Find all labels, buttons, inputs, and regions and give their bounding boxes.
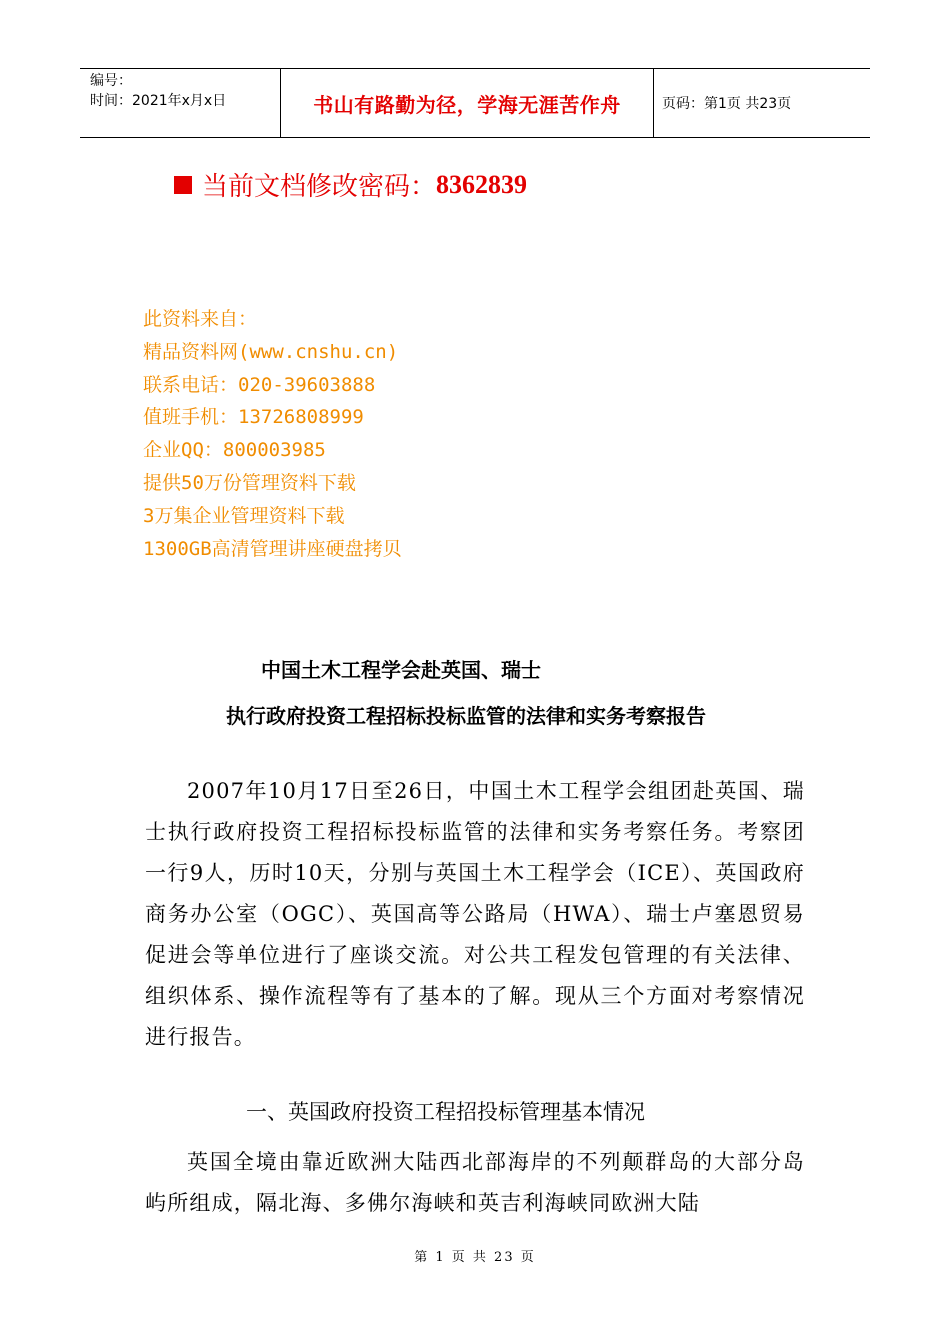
report-title-line1: 中国土木工程学会赴英国、瑞士 (261, 658, 541, 682)
report-title-line2: 执行政府投资工程招标投标监管的法律和实务考察报告 (226, 704, 706, 728)
header-meta-cell (80, 69, 281, 137)
source-line: 精品资料网(www.cnshu.cn) (143, 340, 399, 363)
section-heading: 一、英国政府投资工程招投标管理基本情况 (246, 1100, 645, 1124)
source-line: 联系电话：020-39603888 (143, 373, 376, 396)
source-line: 提供50万份管理资料下载 (143, 471, 356, 494)
paragraph-section1: 英国全境由靠近欧洲大陆西北部海岸的不列颠群岛的大部分岛屿所组成，隔北海、多佛尔海峡和英吉利海峡同欧洲大陆 (145, 1150, 805, 1215)
password-line (174, 166, 527, 203)
page-info: 页码：第1页 共23页 (662, 96, 792, 112)
square-bullet-icon (174, 176, 192, 194)
password-label: 当前文档修改密码： (202, 172, 437, 202)
source-line: 此资料来自： (143, 308, 258, 330)
time-label: 时间：2021年x月x日 (90, 93, 227, 109)
source-info-block (143, 303, 402, 565)
header-motto-cell (281, 69, 654, 137)
header-page-cell (654, 69, 870, 137)
page-footer: 第 1 页 共 23 页 (414, 1250, 536, 1265)
password-code: 8362839 (436, 169, 528, 199)
source-line: 企业QQ：800003985 (143, 439, 326, 462)
paragraph-intro: 2007年10月17日至26日，中国土木工程学会组团赴英国、瑞士执行政府投资工程招标投标监管的法律和实务考察任务。考察团一行9人，历时10天，分别与英国土木工程学会（ICE）、英国政府商务办公室（OGC）、英国高等公路局（HWA）、瑞士卢塞恩贸易促进会等单位进行了座谈交流。对公共工程发包管理的有关法律、组织体系、操作流程等有了基本的了解。现从三个方面对考察情况进行报告。 (145, 779, 805, 1049)
motto: 书山有路勤为径，学海无涯苦作舟 (313, 92, 621, 117)
source-line: 3万集企业管理资料下载 (143, 504, 345, 527)
source-line: 1300GB高清管理讲座硬盘拷贝 (143, 537, 402, 560)
header-table (80, 68, 870, 138)
number-label: 编号： (90, 73, 132, 89)
source-line: 值班手机：13726808999 (143, 406, 364, 429)
